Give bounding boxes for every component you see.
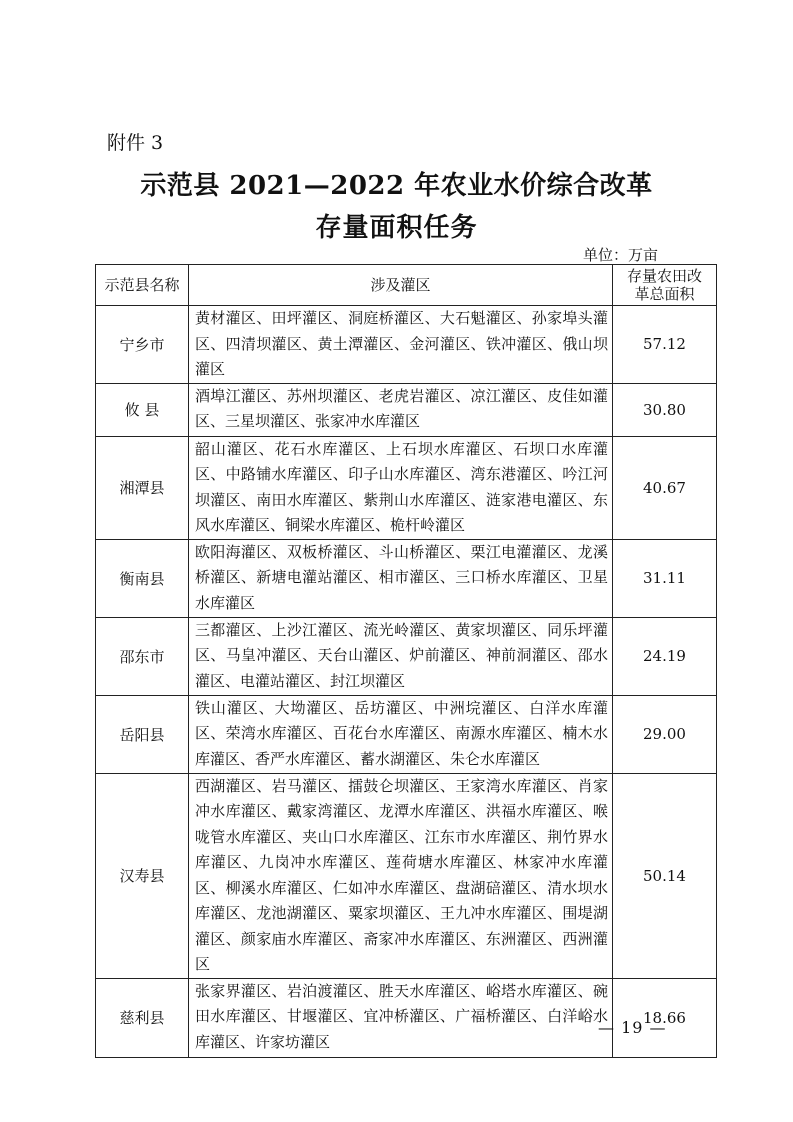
irrigation-areas: 酒埠江灌区、苏州坝灌区、老虎岩灌区、凉江灌区、皮佳如灌区、三星坝灌区、张家冲水库灌区 (189, 383, 613, 436)
county-name: 汉寿县 (96, 773, 189, 978)
table-row (96, 695, 717, 773)
irrigation-areas: 西湖灌区、岩马灌区、擂鼓仑坝灌区、王家湾水库灌区、肖家冲水库灌区、戴家湾灌区、龙潭水库灌区、洪福水库灌区、喉咙管水库灌区、夹山口水库灌区、江东市水库灌区、荆竹界水库灌区、九岗冲水库灌区、莲荷塘水库灌区、林家冲水库灌区、柳溪水库灌区、仁如冲水库灌区、盘湖碚灌区、清水坝水库灌区、龙池湖灌区、粟家坝灌区、王九冲水库灌区、围堤湖灌区、颜家庙水库灌区、斋家冲水库灌区、东洲灌区、西洲灌区 (189, 773, 613, 978)
irrigation-areas: 欧阳海灌区、双板桥灌区、斗山桥灌区、栗江电灌灌区、龙溪桥灌区、新塘电灌站灌区、相市灌区、三口桥水库灌区、卫星水库灌区 (189, 539, 613, 617)
page-title-line2: 存量面积任务 (315, 213, 478, 243)
county-name: 慈利县 (96, 978, 189, 1057)
irrigation-areas: 铁山灌区、大坳灌区、岳坊灌区、中洲垸灌区、白洋水库灌区、荣湾水库灌区、百花台水库灌区、南源水库灌区、楠木水库灌区、香严水库灌区、蓄水湖灌区、朱仑水库灌区 (189, 695, 613, 773)
total-area: 29.00 (613, 695, 717, 773)
county-name: 湘潭县 (96, 436, 189, 539)
total-area: 30.80 (613, 383, 717, 436)
total-area: 50.14 (613, 773, 717, 978)
county-name: 攸 县 (96, 383, 189, 436)
page-number: — 19 — (598, 1018, 667, 1037)
county-name: 衡南县 (96, 539, 189, 617)
total-area: 18.66 (613, 978, 717, 1057)
irrigation-areas: 张家界灌区、岩泊渡灌区、胜天水库灌区、峪塔水库灌区、碗田水库灌区、甘堰灌区、宜冲桥灌区、广福桥灌区、白洋峪水库灌区、许家坊灌区 (189, 978, 613, 1057)
county-name: 邵东市 (96, 617, 189, 695)
table-row (96, 539, 717, 617)
county-name: 宁乡市 (96, 306, 189, 384)
irrigation-areas: 三都灌区、上沙江灌区、流光岭灌区、黄家坝灌区、同乐坪灌区、马皇冲灌区、天台山灌区、炉前灌区、神前洞灌区、邵水灌区、电灌站灌区、封江坝灌区 (189, 617, 613, 695)
task-table (95, 264, 717, 1058)
total-area: 24.19 (613, 617, 717, 695)
attachment-label: 附件 3 (107, 132, 164, 154)
table-header-row (96, 265, 717, 306)
total-area: 31.11 (613, 539, 717, 617)
table-row (96, 436, 717, 539)
table-row (96, 306, 717, 384)
total-area: 57.12 (613, 306, 717, 384)
irrigation-areas: 韶山灌区、花石水库灌区、上石坝水库灌区、石坝口水库灌区、中路铺水库灌区、印子山水库灌区、湾东港灌区、吟江河坝灌区、南田水库灌区、紫荆山水库灌区、涟家港电灌区、东风水库灌区、铜梁水库灌区、桅杆岭灌区 (189, 436, 613, 539)
page-title-line1: 示范县 2021—2022 年农业水价综合改革 (140, 171, 653, 201)
table-row (96, 383, 717, 436)
total-area: 40.67 (613, 436, 717, 539)
unit-label: 单位：万亩 (583, 246, 659, 264)
table-row (96, 617, 717, 695)
county-name: 岳阳县 (96, 695, 189, 773)
header-areas: 涉及灌区 (189, 265, 613, 306)
header-county: 示范县名称 (96, 265, 189, 306)
irrigation-areas: 黄材灌区、田坪灌区、洞庭桥灌区、大石魁灌区、孙家埠头灌区、四清坝灌区、黄土潭灌区、金河灌区、铁冲灌区、俄山坝灌区 (189, 306, 613, 384)
header-total: 存量农田改革总面积 (613, 265, 717, 306)
table-row (96, 773, 717, 978)
